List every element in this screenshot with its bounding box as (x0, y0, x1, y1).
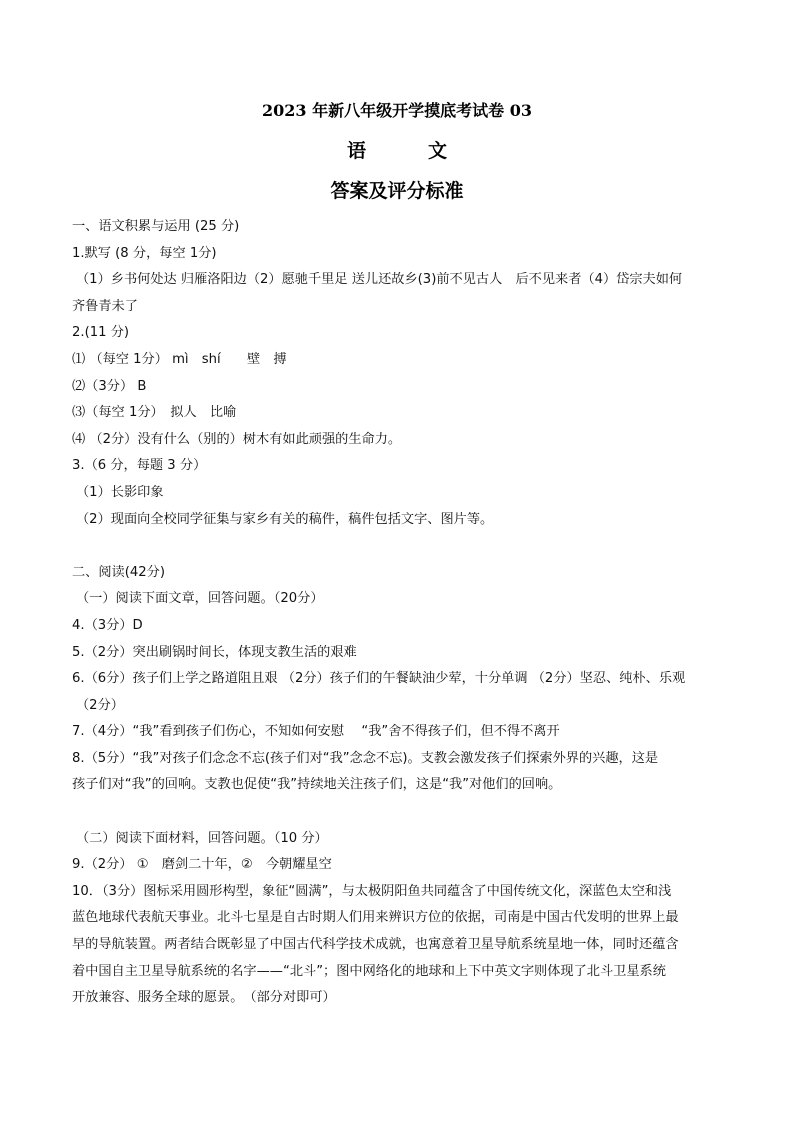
subject-heading: 语文 (346, 140, 509, 162)
answer-line: 6.（6分）孩子们上学之路道阻且艰 （2分）孩子们的午餐缺油少荤，十分单调 （2分）坚忍、纯朴、乐观 (72, 671, 686, 687)
answer-line: ⑷ （2分）没有什么（别的）树木有如此顽强的生命力。 (72, 431, 402, 447)
answer-line: ⑴ （每空 1分） mì shí 壁 搏 (72, 351, 287, 367)
answer-line: 孩子们对“我”的回响。支教也促使“我”持续地关注孩子们，这是“我”对他们的回响。 (72, 777, 562, 793)
answer-line: （2分） (76, 697, 124, 713)
answer-key-heading: 答案及评分标准 (330, 180, 464, 202)
answer-line: 10．（3分）图标采用圆形构型，象征“圆满”，与太极阴阳鱼共同蕴含了中国传统文化，深蓝色太空和浅 (72, 883, 672, 899)
blank-line (72, 799, 724, 826)
answer-line: 8.（5分）“我”对孩子们念念不忘(孩子们对“我”念念不忘)。支教会激发孩子们探索外界的兴趣，这是 (72, 750, 659, 766)
answer-line: 早的导航装置。两者结合既彰显了中国古代科学技术成就，也寓意着卫星导航系统星地一体，同时还蕴含 (72, 937, 679, 953)
answer-line: （1）乡书何处达 归雁洛阳边（2）愿驰千里足 送儿还故乡(3)前不见古人 后不见来者（4）岱宗夫如何 (76, 272, 683, 288)
answer-line: 齐鲁青未了 (72, 298, 138, 314)
answer-line: 5.（2分）突出刷锅时间长，体现支教生活的艰难 (72, 644, 357, 660)
answer-body (72, 214, 724, 1012)
section-heading: 二、阅读(42分) (72, 564, 166, 580)
answer-line: ⑶（每空 1分） 拟人 比喻 (72, 405, 237, 421)
answer-line: 着中国自主卫星导航系统的名字——“北斗”；图中网络化的地球和上下中英文字则体现了北斗卫星系统 (72, 963, 666, 979)
section-heading: 一、语文积累与运用 (25 分) (72, 219, 240, 234)
blank-line (72, 533, 724, 560)
subsection-heading: （二）阅读下面材料，回答问题。（10 分） (76, 830, 328, 846)
answer-line: 7.（4分）“我”看到孩子们伤心，不知如何安慰 “我”舍不得孩子们，但不得不离开 (72, 724, 560, 740)
answer-line: ⑵（3分） B (72, 378, 147, 394)
question-line: 2.(11 分) (72, 325, 130, 341)
answer-line: 9.（2分） ① 磨剑二十年，② 今朝耀星空 (72, 857, 332, 873)
answer-line: 4.（3分）D (72, 617, 143, 633)
question-line: 3.（6 分，每题 3 分） (72, 458, 207, 474)
answer-line: 开放兼容、服务全球的愿景。 （部分对即可） (72, 990, 336, 1006)
subsection-heading: （一）阅读下面文章，回答问题。（20分） (76, 591, 324, 607)
answer-line: 蓝色地球代表航天事业。北斗七星是自古时期人们用来辨识方位的依据，司南是中国古代发明的世界上最 (72, 910, 679, 926)
answer-line: （2）现面向全校同学征集与家乡有关的稿件，稿件包括文字、图片等。 (76, 511, 494, 527)
question-line: 1.默写 (8 分，每空 1分) (72, 245, 217, 261)
answer-line: （1）长影印象 (76, 484, 164, 500)
exam-title: 2023 年新八年级开学摸底考试卷 03 (262, 101, 532, 120)
